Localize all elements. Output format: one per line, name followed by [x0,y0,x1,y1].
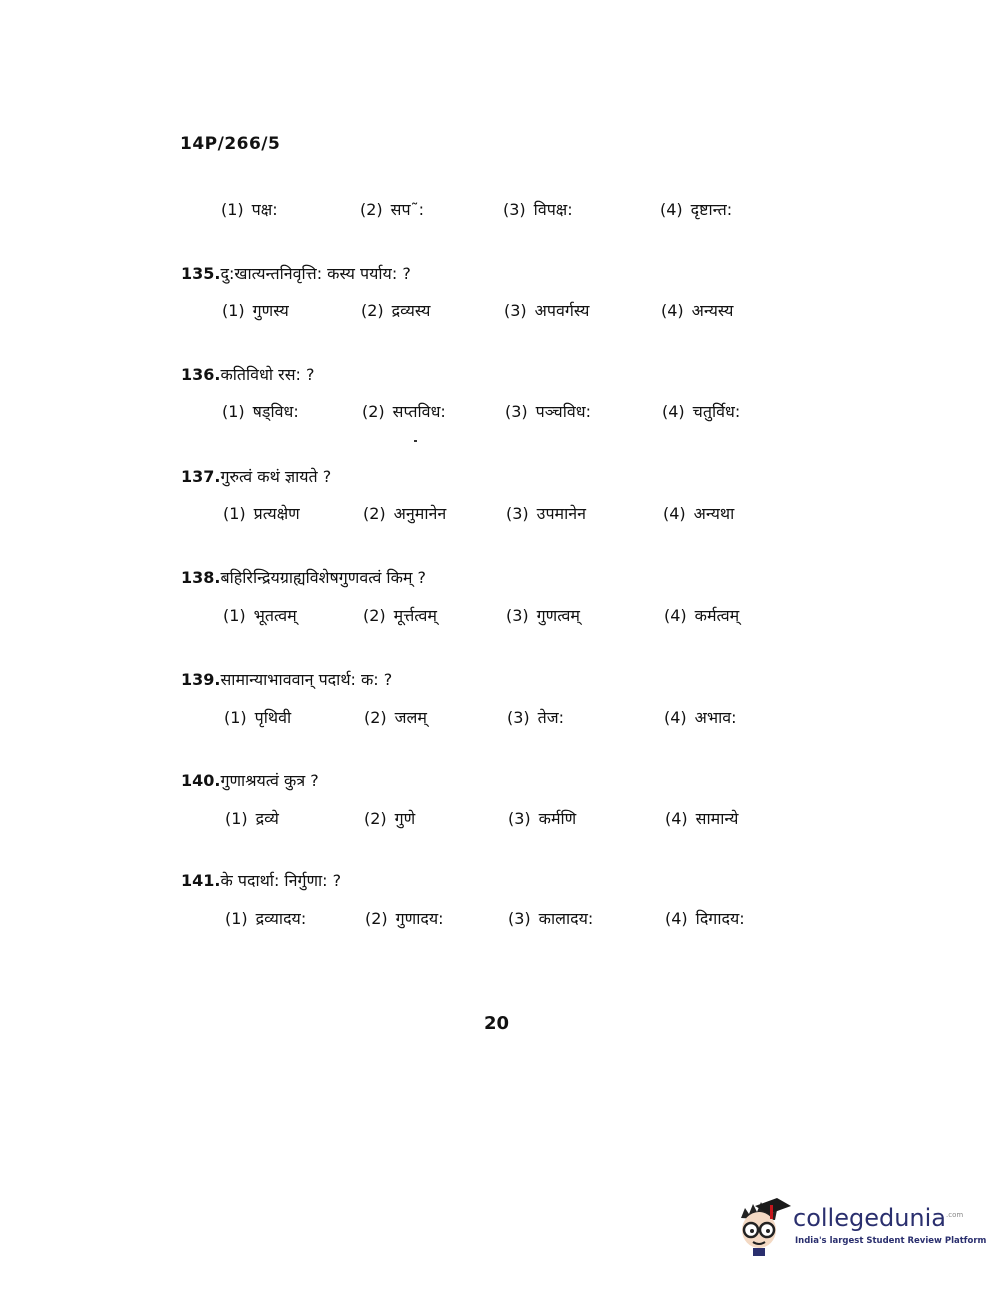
logo-tagline: India's largest Student Review Platform [795,1236,987,1246]
options-row-137 [0,502,993,528]
print-speck [414,440,417,442]
question-138: 138.बहिरिन्द्रियग्राह्यविशेषगुणवत्वं किम् ? [181,568,427,587]
question-137: 137.गुरुत्वं कथं ज्ञायते ? [181,467,332,486]
option-1: (1) पक्ष: [221,200,278,219]
option-1: (1) प्रत्यक्षेण [223,504,300,523]
options-row-136 [0,400,993,426]
option-2: (2) सप्तविध: [362,402,446,421]
option-1: (1) गुणस्य [222,301,289,320]
option-2: (2) मूर्त्तत्वम् [363,606,437,625]
collegedunia-logo[interactable] [733,1196,987,1258]
options-row-139 [0,706,993,732]
options-row-135 [0,299,993,325]
option-4: (4) अन्यथा [663,504,735,523]
option-2: (2) अनुमानेन [363,504,447,523]
option-4: (4) दिगादय: [665,909,745,928]
question-136: 136.कतिविधो रस: ? [181,365,315,384]
option-4: (4) चतुर्विध: [662,402,741,421]
option-3: (3) विपक्ष: [503,200,573,219]
option-3: (3) तेज: [507,708,565,727]
option-4: (4) अन्यस्य [661,301,734,320]
option-2: (2) सप˜: [360,200,424,219]
option-1: (1) षड्विध: [222,402,299,421]
options-row-138 [0,604,993,630]
question-139: 139.सामान्याभाववान् पदार्थ: क: ? [181,670,393,689]
options-row-140 [0,807,993,833]
options-row-141 [0,907,993,933]
option-2: (2) गुणादय: [365,909,444,928]
option-4: (4) कर्मत्वम् [664,606,740,625]
option-4: (4) सामान्ये [665,809,739,828]
option-3: (3) उपमानेन [506,504,586,523]
page-number: 20 [483,1013,510,1034]
option-1: (1) द्रव्ये [225,809,279,828]
option-3: (3) कालादय: [508,909,594,928]
option-4: (4) अभाव: [664,708,737,727]
option-2: (2) गुणे [364,809,416,828]
option-1: (1) भूतत्वम् [223,606,297,625]
options-row-top [0,198,993,224]
logo-brand-text: collegedunia$^{.com}$ [793,1204,964,1232]
question-140: 140.गुणाश्रयत्वं कुत्र ? [181,771,319,790]
mascot-icon [733,1196,793,1258]
option-2: (2) द्रव्यस्य [361,301,431,320]
question-141: 141.के पदार्था: निर्गुणा: ? [181,871,342,890]
paper-code: 14P/266/5 [180,134,281,154]
option-1: (1) द्रव्यादय: [225,909,307,928]
option-1: (1) पृथिवी [224,708,292,727]
option-2: (2) जलम् [364,708,427,727]
option-3: (3) पञ्चविध: [505,402,591,421]
option-3: (3) गुणत्वम् [506,606,580,625]
option-3: (3) अपवर्गस्य [504,301,590,320]
question-135: 135.दु:खात्यन्तनिवृत्ति: कस्य पर्याय: ? [181,264,411,283]
option-4: (4) दृष्टान्त: [660,200,733,219]
option-3: (3) कर्मणि [508,809,577,828]
